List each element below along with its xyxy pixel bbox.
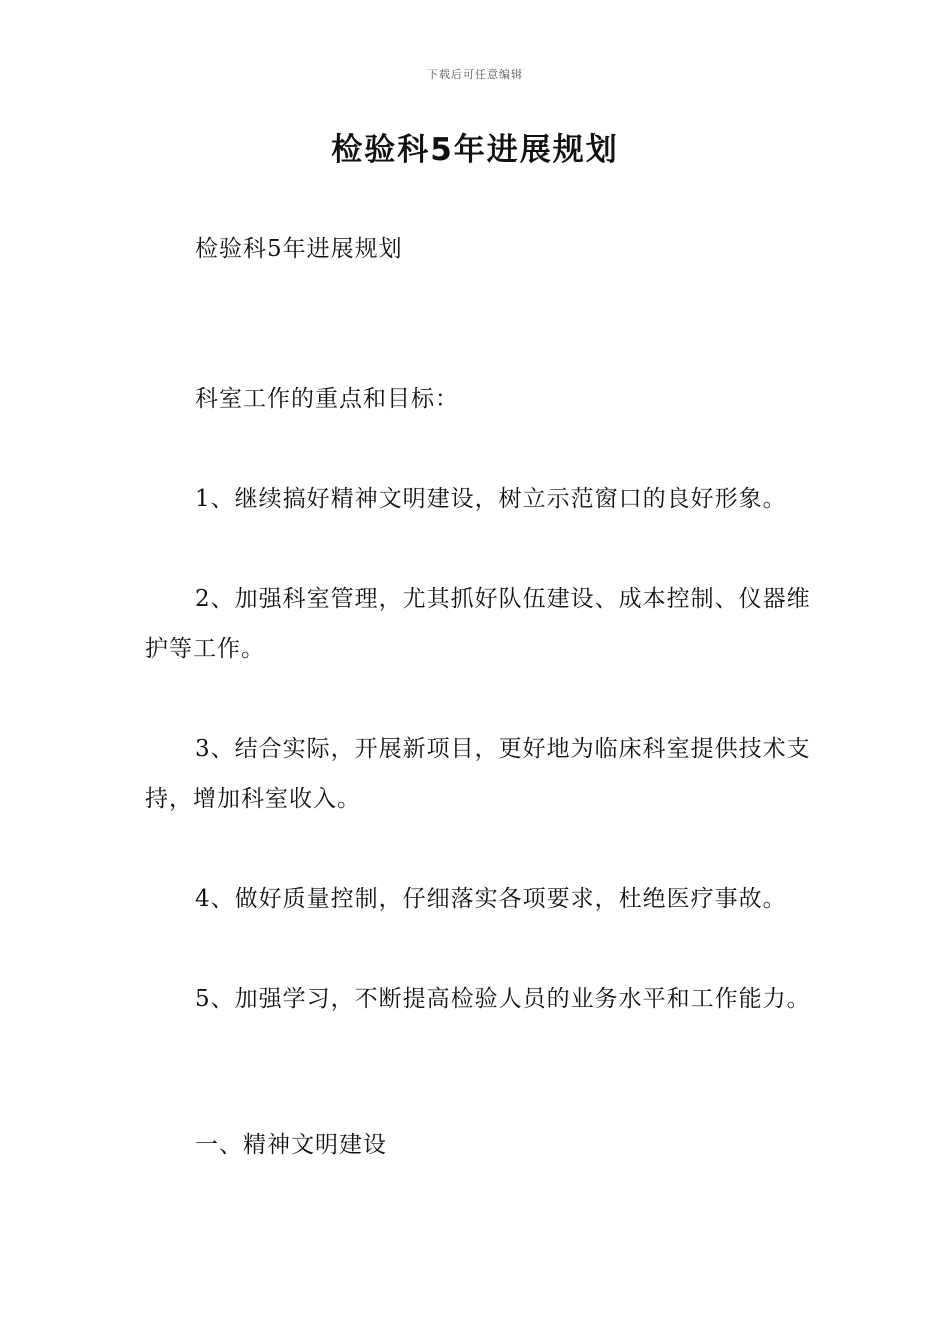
document-title: 检验科5年进展规划 (331, 132, 619, 168)
goal-item-2: 2、加强科室管理，尤其抓好队伍建设、成本控制、仪器维护等工作。 (145, 586, 811, 662)
goals-heading: 科室工作的重点和目标： (195, 386, 459, 412)
header-note: 下载后可任意编辑 (427, 68, 523, 81)
goal-item-5: 5、加强学习，不断提高检验人员的业务水平和工作能力。 (195, 986, 811, 1012)
goal-item-1: 1、继续搞好精神文明建设，树立示范窗口的良好形象。 (195, 486, 787, 512)
section-heading-spiritual-civilization: 一、精神文明建设 (195, 1132, 387, 1158)
goal-item-3: 3、结合实际，开展新项目，更好地为临床科室提供技术支持，增加科室收入。 (145, 736, 811, 812)
document-subtitle: 检验科5年进展规划 (195, 236, 403, 262)
goal-item-4: 4、做好质量控制，仔细落实各项要求，杜绝医疗事故。 (195, 886, 787, 912)
